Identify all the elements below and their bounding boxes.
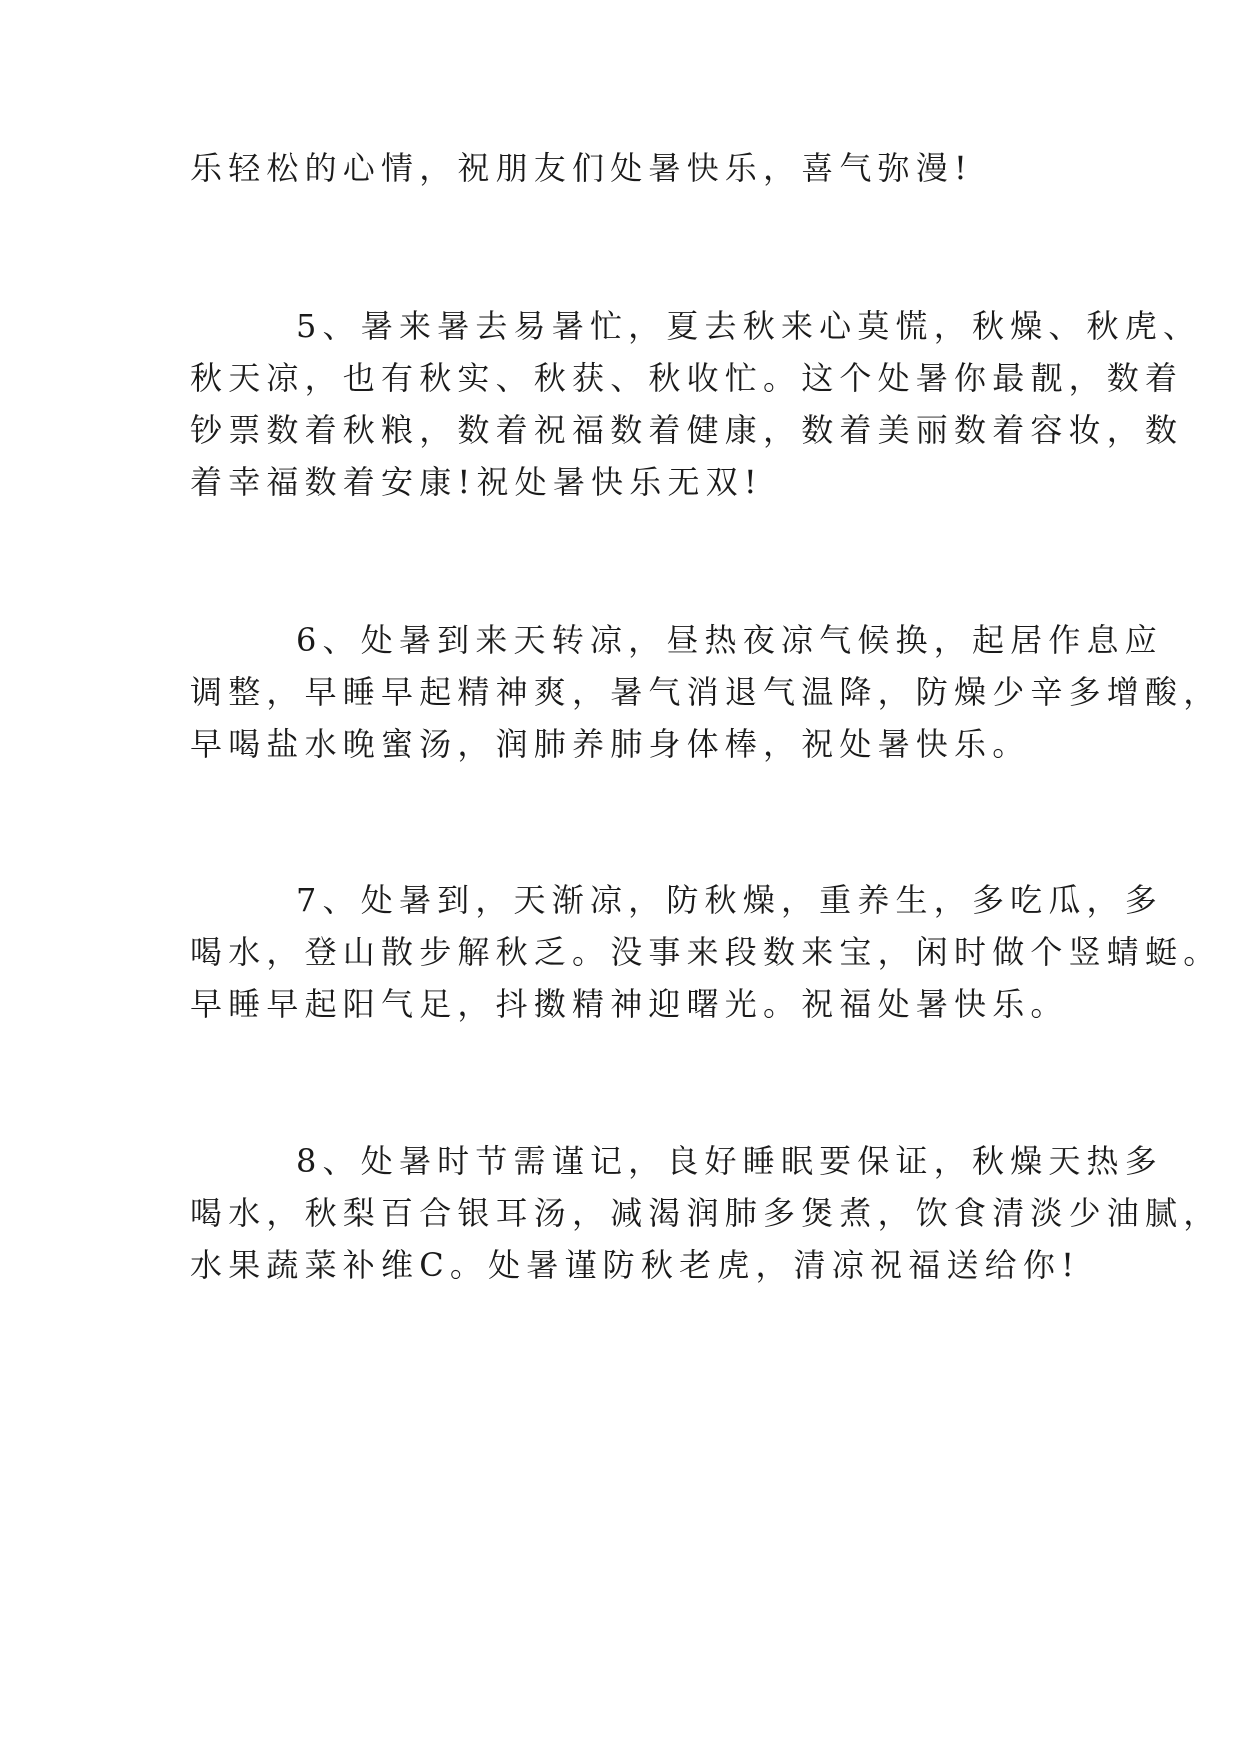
- continuation-line: 乐轻松的心情，祝朋友们处暑快乐，喜气弥漫!: [190, 149, 974, 187]
- paragraph-8-line-3: 水果蔬菜补维C。处暑谨防秋老虎，清凉祝福送给你!: [190, 1246, 1081, 1284]
- paragraph-5-line-3: 钞票数着秋粮，数着祝福数着健康，数着美丽数着容妆，数: [190, 411, 1184, 449]
- paragraph-7-line-2: 喝水，登山散步解秋乏。没事来段数来宝，闲时做个竖蜻蜓。: [190, 933, 1222, 971]
- paragraph-7-line-3: 早睡早起阳气足，抖擞精神迎曙光。祝福处暑快乐。: [190, 985, 1069, 1023]
- paragraph-5-line-2: 秋天凉，也有秋实、秋获、秋收忙。这个处暑你最靓，数着: [190, 359, 1184, 397]
- paragraph-6-line-2: 调整，早睡早起精神爽，暑气消退气温降，防燥少辛多增酸，: [190, 673, 1222, 711]
- paragraph-8-line-1: 8、处暑时节需谨记，良好睡眠要保证，秋燥天热多: [296, 1142, 1163, 1180]
- paragraph-5-line-4: 着幸福数着安康!祝处暑快乐无双!: [190, 463, 763, 501]
- paragraph-6-line-1: 6、处暑到来天转凉，昼热夜凉气候换，起居作息应: [296, 621, 1163, 659]
- paragraph-5-line-1: 5、暑来暑去易暑忙，夏去秋来心莫慌，秋燥、秋虎、: [296, 307, 1202, 345]
- paragraph-8-line-2: 喝水，秋梨百合银耳汤，减渴润肺多煲煮，饮食清淡少油腻，: [190, 1194, 1222, 1232]
- paragraph-7-line-1: 7、处暑到，天渐凉，防秋燥，重养生，多吃瓜，多: [296, 881, 1163, 919]
- paragraph-6-line-3: 早喝盐水晚蜜汤，润肺养肺身体棒，祝处暑快乐。: [190, 725, 1031, 763]
